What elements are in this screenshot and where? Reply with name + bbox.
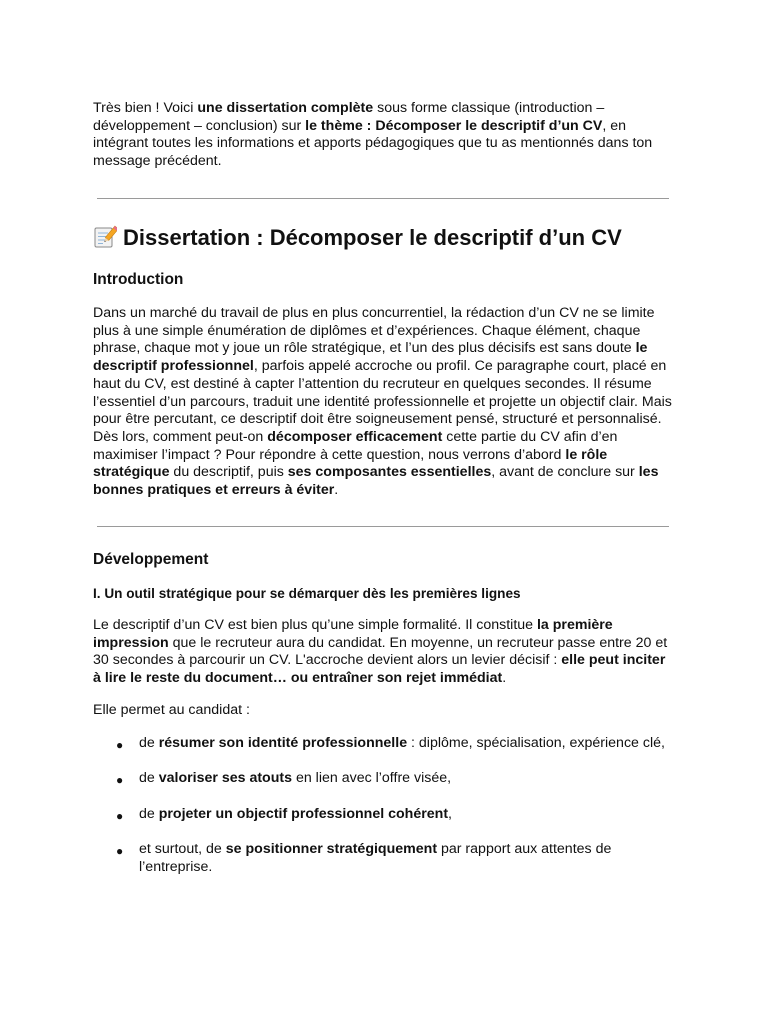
bold-run: la première impression	[93, 617, 613, 651]
bold-run: ses composantes essentielles	[287, 464, 492, 481]
intro-note-paragraph	[93, 100, 673, 171]
text-run: , en intégrant toutes les informations et apports pédagogiques que tu as mentionnés dans ton message précédent.	[93, 117, 653, 170]
bold-run: les bonnes pratiques et erreurs à éviter	[93, 464, 659, 499]
bold-run: le thème : Décomposer le descriptif d’un CV	[305, 117, 603, 134]
memo-icon	[93, 225, 117, 249]
page-title-text: Dissertation : Décomposer le descriptif d’un CV	[123, 225, 622, 250]
list-intro-paragraph: Elle permet au candidat :	[93, 702, 250, 718]
text-run: sous forme classique (introduction – développement – conclusion) sur	[93, 100, 605, 134]
bold-run: se positionner stratégiquement	[225, 841, 438, 857]
bold-run: elle peut inciter à lire le reste du document… ou entraîner son rejet immédiat	[93, 652, 666, 687]
list-item	[139, 770, 679, 788]
bold-run: le descriptif professionnel	[93, 340, 648, 375]
text-run: , avant de conclure sur	[491, 464, 639, 481]
bullet-icon: ●	[116, 738, 124, 752]
bold-run: décomposer efficacement	[267, 428, 443, 445]
text-run: de	[139, 806, 159, 822]
text-run: du descriptif, puis	[169, 464, 288, 481]
bold-run: résumer son identité professionnelle	[158, 735, 408, 751]
text-run: cette partie du CV afin d’en maximiser l’impact ? Pour répondre à cette question, nous verrons d’abord	[93, 428, 618, 463]
text-run: que le recruteur aura du candidat. En moyenne, un recruteur passe entre 20 et 30 secondes à parcourir un CV. L'accroche devient alors un levier décisif :	[93, 634, 668, 669]
text-run: de	[139, 770, 159, 786]
horizontal-rule	[97, 198, 669, 199]
text-run: , parfois appelé accroche ou profil. Ce paragraphe court, placé en haut du CV, est destiné à capter l’attention du recruteur en quelques secondes. Il résume l’essentiel d’un parcours, traduit une identité professionnelle et projette un objectif clair. Mais pour être percutant, ce descriptif doit être soigneusement pensé, structuré et personnalisé. Dès lors, comment peut-on	[93, 358, 672, 445]
list-item	[139, 841, 679, 876]
text-run: Le descriptif d’un CV est bien plus qu’une simple formalité. Il constitue	[93, 617, 537, 633]
development-heading: Développement	[93, 551, 209, 568]
bullet-icon: ●	[116, 773, 124, 787]
section-heading: I. Un outil stratégique pour se démarquer dès les premières lignes	[93, 586, 521, 601]
bullet-icon: ●	[116, 844, 124, 858]
text-run: de	[139, 735, 159, 751]
text-run: Très bien ! Voici	[93, 100, 198, 116]
bullet-icon: ●	[116, 809, 124, 823]
bold-run: une dissertation complète	[197, 100, 374, 116]
development-paragraph	[93, 617, 673, 688]
text-run: Dans un marché du travail de plus en plus concurrentiel, la rédaction d’un CV ne se limite plus à une simple énumération de diplômes et d’expériences. Chaque élément, chaque phrase, chaque mot y joue un rôle stratégique, et l’un des plus décisifs est sans doute	[93, 305, 655, 357]
text-run: par rapport aux attentes de l’entreprise.	[139, 841, 612, 875]
page-title	[93, 224, 622, 252]
text-run: et surtout, de	[139, 841, 226, 857]
list-item	[139, 806, 679, 824]
bold-run: valoriser ses atouts	[158, 770, 293, 786]
text-run: .	[502, 670, 507, 687]
list-item	[139, 735, 679, 753]
introduction-paragraph	[93, 305, 673, 500]
introduction-heading: Introduction	[93, 271, 184, 288]
text-run: .	[334, 482, 339, 499]
text-run: ,	[448, 806, 452, 822]
bold-run: le rôle stratégique	[93, 446, 608, 481]
horizontal-rule	[97, 526, 669, 527]
bold-run: projeter un objectif professionnel cohérent	[158, 806, 449, 822]
text-run: : diplôme, spécialisation, expérience clé,	[407, 735, 665, 751]
text-run: en lien avec l’offre visée,	[292, 770, 452, 786]
